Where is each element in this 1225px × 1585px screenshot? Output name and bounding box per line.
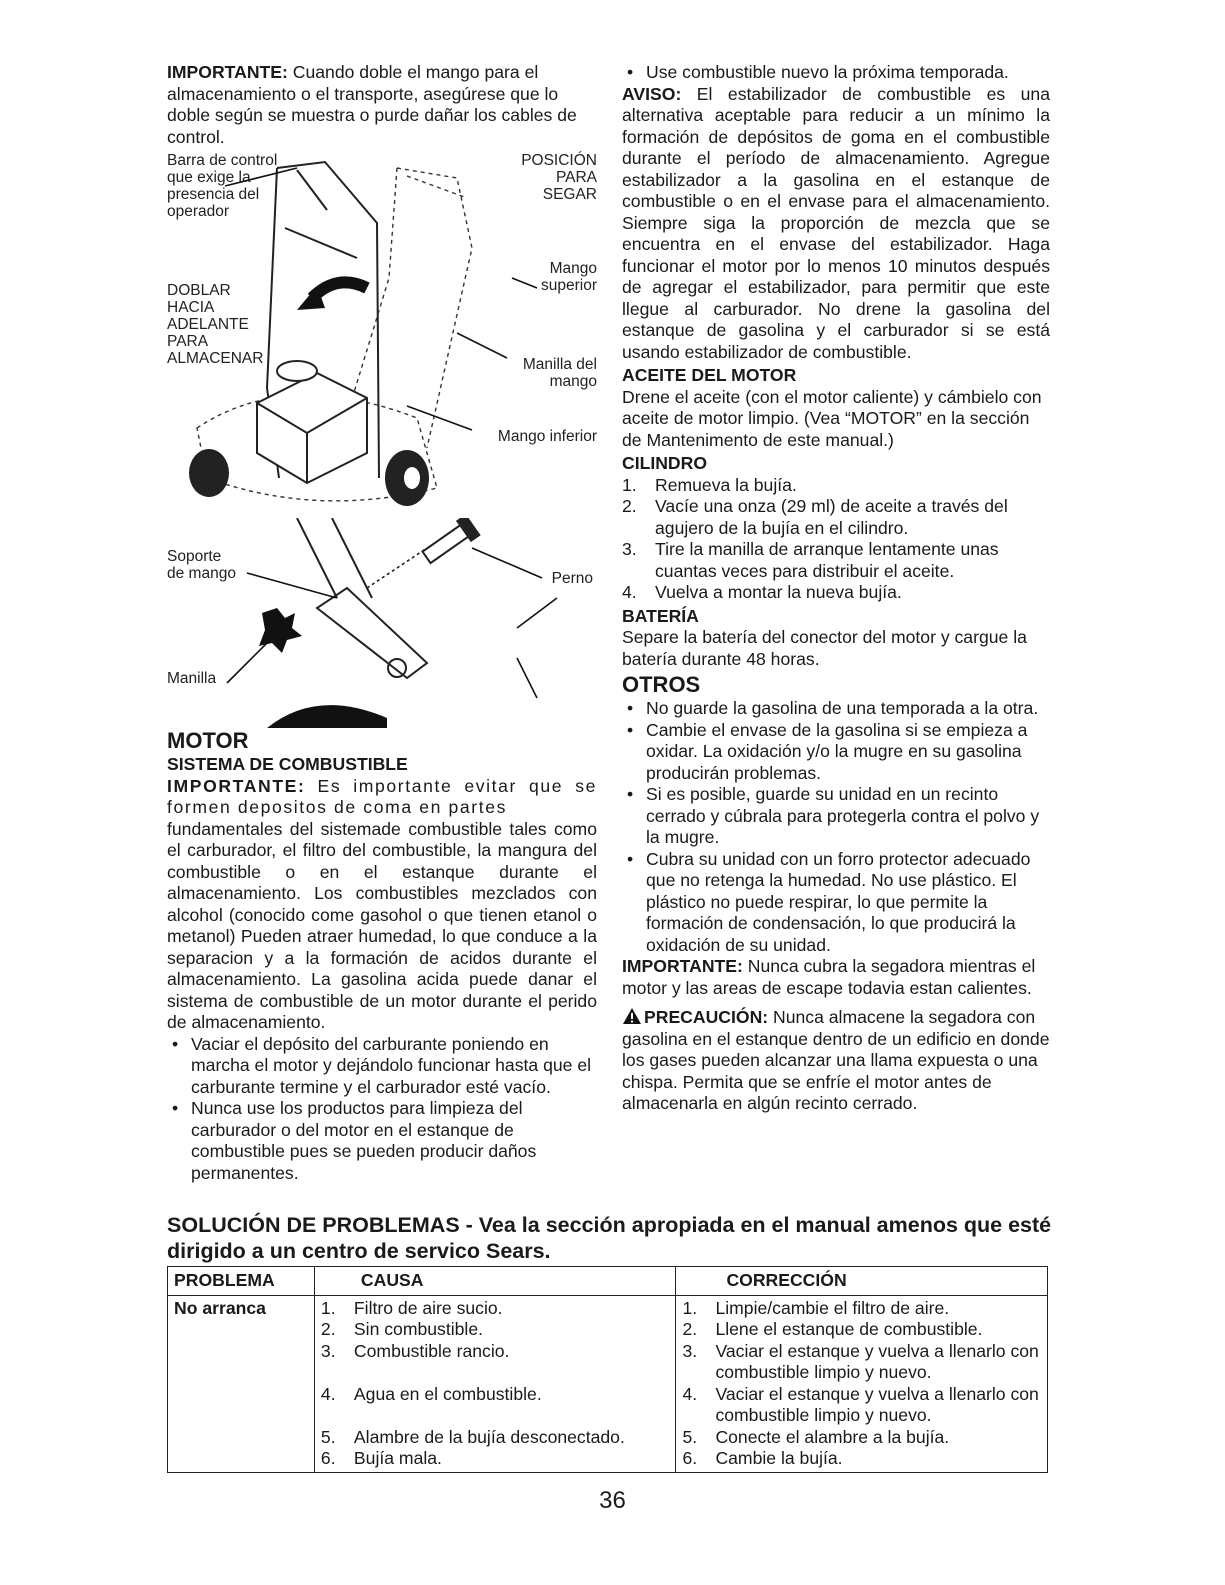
list-item: • Cubra su unidad con un forro protector adecuado que no retenga la humedad. No use plástico. El plástico no puede respirar, lo que permite la formación de condensación, lo que producirá la oxidación de su unidad. [622,849,1050,957]
list-item: 2. Llene el estanque de combustible. [682,1319,983,1339]
fuel-system-text: fundamentales del sistemade combustible tales como el carburador, el filtro del combustible, la mangura del combustible o en el estanque durante el almacenamiento. Los combustibles mezclados con alcohol (conocido come gasohol o que tienen etanol o metanol) Pueden atraer humedad, lo que conduce a la separacion y a la formación de acidos durante el almacenamiento. La gasolina acida puede danar el sistema de combustible de un motor durante el perido de almacenamiento. [167,818,597,1032]
list-item: • Si es posible, guarde su unidad en un recinto cerrado y cúbrala para protegerla contra el polvo y la mugre. [622,784,1050,849]
right-column [622,62,1050,1115]
list-item: • No guarde la gasolina de una temporada a la otra. [622,698,1050,720]
list-item: 1. Filtro de aire sucio. [320,1297,503,1318]
list-item: • Cambie el envase de la gasolina si se empieza a oxidar. La oxidación y/o la mugre en su gasolina producirán problemas. [622,720,1050,785]
others-heading: OTROS [622,672,701,697]
list-item: • Nunca use los productos para limpieza del carburador o del motor en el estanque de combustible pues se pueden producir daños permanentes. [167,1098,597,1184]
table-row [168,1295,1048,1472]
fold-forward-label: DOBLAR HACIA ADELANTE PARA ALMACENAR [167,282,264,367]
correction-column-header: CORRECCIÓN [676,1267,1048,1296]
table-header-row [168,1267,1048,1296]
important-label: IMPORTANTE: [622,956,743,976]
battery-heading: BATERÍA [622,605,699,626]
caution-paragraph: PRECAUCIÓN: Nunca almacene la segadora con gasolina en el estanque dentro de un edificio en donde los gases pueden alcanzar una llama expuesta o una chispa. Permita que se enfríe el motor antes de almacenarla en algún recinto cerrado. [622,1007,1050,1113]
troubleshooting-title: SOLUCIÓN DE PROBLEMAS - Vea la sección apropiada en el manual amenos que esté dirigido a un centro de servico Sears. [167,1213,1052,1263]
upper-handle-label: Mango superior [541,260,597,294]
lower-handle-label: Mango inferior [497,428,597,445]
engine-oil-text: Drene el aceite (con el motor caliente) y cámbielo con aceite de motor limpio. (Vea “MOTOR” en la sección de Mantenimento de este manual.) [622,386,1042,450]
cause-cell [314,1295,676,1472]
list-item: 3. Vaciar el estanque y vuelva a llenarlo con combustible limpio y nuevo. [682,1340,1039,1382]
correction-cell [676,1295,1048,1472]
handle-folding-figure [167,148,597,518]
list-item: 2. Vacíe una onza (29 ml) de aceite a través del agujero de la bujía en el cilindro. [622,496,1008,538]
fuel-system-intro: IMPORTANTE: Es importante evitar que se formen depositos de coma en partes [167,775,597,817]
list-item: 3. Tire la manilla de arranque lentamente unas cuantas veces para distribuir el aceite. [622,539,999,581]
list-item: 1. Limpie/cambie el filtro de aire. [682,1297,950,1318]
battery-text: Separe la batería del conector del motor y cargue la batería durante 48 horas. [622,627,1027,669]
knob-label: Manilla [167,670,217,687]
fuel-system-bullets [167,1034,597,1185]
aviso-label: AVISO: [622,83,682,104]
list-item: 4. Vaciar el estanque y vuelva a llenarlo con combustible limpio y nuevo. [682,1383,1039,1425]
others-bullets [622,698,1050,956]
left-column [167,62,597,1184]
engine-oil-heading: ACEITE DEL MOTOR [622,365,797,385]
fresh-fuel-bullet [622,62,1050,84]
warning-triangle-icon [622,1007,642,1025]
handle-knob-label: Manilla del mango [522,356,597,390]
storage-important-note [167,62,597,148]
correction-list [682,1298,1041,1470]
list-item: 6. Cambie la bujía. [682,1448,843,1468]
list-item: 4. Vuelva a montar la nueva bujía. [622,582,902,602]
motor-heading: MOTOR [167,728,249,753]
cause-list [321,1298,670,1470]
list-item: 4. Agua en el combustible. [320,1383,542,1404]
problem-column-header: PROBLEMA [168,1267,315,1296]
mowing-position-label: POSICIÓN PARA SEGAR [521,152,597,203]
important-label: IMPORTANTE: [167,775,306,796]
bolt-label: Perno [551,570,593,587]
cause-column-header: CAUSA [314,1267,676,1296]
problem-cell: No arranca [168,1295,315,1472]
list-item: 3. Combustible rancio. [320,1340,510,1361]
handle-bracket-figure [167,518,597,728]
important-text: Cuando doble el mango para el almacenamiento o el transporte, asegúrese que lo doble según se muestra o purde dañar los cables de control. [167,62,577,147]
list-item: 5. Alambre de la bujía desconectado. [320,1426,625,1447]
cylinder-heading: CILINDRO [622,453,708,473]
list-item: 5. Conecte el alambre a la bujía. [682,1426,950,1447]
cylinder-steps [622,475,1050,604]
caution-label: PRECAUCIÓN: [644,1007,769,1027]
aviso-paragraph: AVISO: El estabilizador de combustible es una alternativa aceptable para reducir a un mínimo la formación de depósitos de goma en el combustible durante el período de almacenamiento. Agregue estabilizador a la gasolina en el estanque de combustible o en el envase para el almacenamiento. Siempre siga la proporción de mezcla que se encuentra en el envase del estabilizador. Haga funcionar el motor por lo menos 10 minutos después de agregar el estabilizador, para permitir que este llegue al carburador. No drene la gasolina del estanque de gasolina y el carburador si se está usando estabilizador de combustible. [622,83,1050,362]
control-bar-label: Barra de control que exige la presencia del operador [167,152,278,220]
list-item: 1. Remueva la bujía. [622,474,797,495]
important-label: IMPORTANTE: [167,62,288,82]
list-item: 2. Sin combustible. [320,1319,484,1339]
list-item: • Vaciar el depósito del carburante poniendo en marcha el motor y dejándolo funcionar hasta que el carburante termine y el carburador esté vacío. [167,1034,597,1099]
list-item: • Use combustible nuevo la próxima temporada. [622,62,1050,84]
list-item: 6. Bujía mala. [320,1448,442,1468]
troubleshooting-table [167,1266,1048,1473]
cover-important-note: IMPORTANTE: Nunca cubra la segadora mientras el motor y las areas de escape todavia estan calientes. [622,956,1036,998]
fuel-system-heading: SISTEMA DE COMBUSTIBLE [167,754,408,774]
page-number: 36 [599,1487,626,1514]
handle-bracket-label: Soporte de mango [167,548,236,582]
